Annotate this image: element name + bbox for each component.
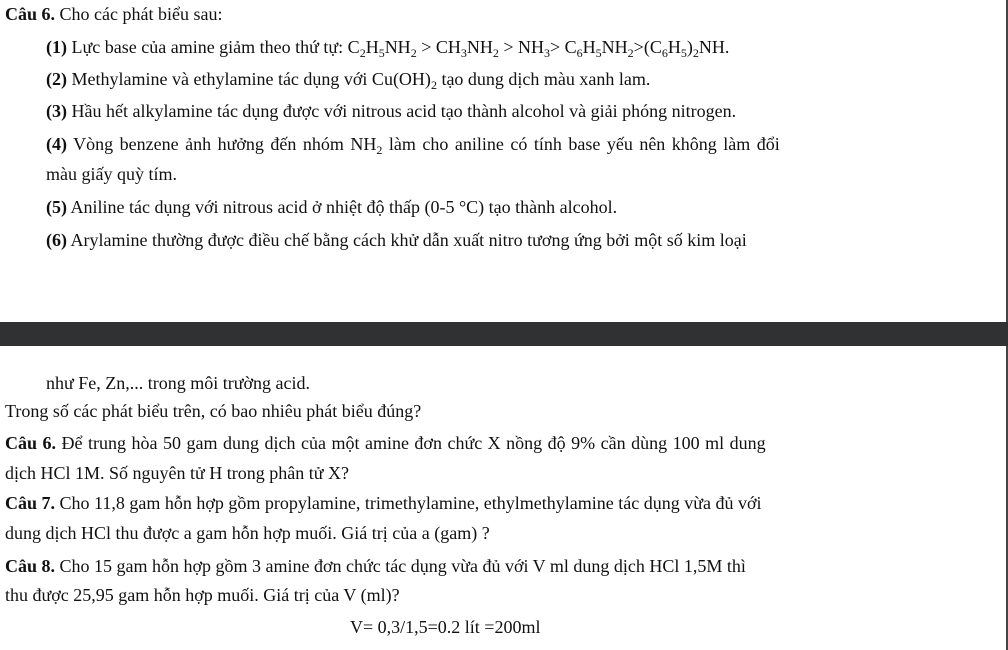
- q8-answer: V= 0,3/1,5=0.2 lít =200ml: [350, 617, 541, 637]
- statement-2-text: Methylamine và ethylamine tác dụng với $Cu(OH)_2$ tạo dung dịch màu xanh lam.: [67, 69, 651, 92]
- statement-4-number: (4): [46, 134, 67, 154]
- statement-4-line2: màu giấy quỳ tím.: [46, 164, 177, 184]
- statement-6: [46, 229, 747, 251]
- q8-text-1: Cho 15 gam hỗn hợp gồm 3 amine đơn chức tác dụng vừa đủ với V ml dung dịch HCl 1,5M thì: [55, 556, 746, 576]
- q6-title-text: Cho các phát biểu sau:: [55, 4, 223, 24]
- statement-2-number: (2): [46, 69, 67, 89]
- statement-3-number: (3): [46, 101, 67, 121]
- question-prompt: Trong số các phát biểu trên, có bao nhiêu phát biểu đúng?: [5, 401, 422, 421]
- statement-2: [46, 68, 650, 90]
- statement-6-text: Arylamine thường được điều chế bằng cách khử dẫn xuất nitro tương ứng bởi một số kim loại: [67, 230, 747, 250]
- q7-line1: [5, 492, 762, 514]
- statement-3-text: Hầu hết alkylamine tác dụng được với nitrous acid tạo thành alcohol và giải phóng nitrogen.: [67, 101, 737, 121]
- q6b-line2: dịch HCl 1M. Số nguyên tử H trong phân tử X?: [5, 463, 349, 483]
- statement-6-continuation: như Fe, Zn,... trong môi trường acid.: [46, 373, 310, 393]
- q6b-line1: [5, 432, 766, 454]
- statement-6-number: (6): [46, 230, 67, 250]
- q8-label: Câu 8.: [5, 556, 56, 576]
- statement-4: [46, 133, 926, 155]
- statement-1: [46, 36, 729, 58]
- q8-line2: thu được 25,95 gam hỗn hợp muối. Giá trị của V (ml)?: [5, 585, 400, 605]
- page-divider: [0, 322, 1008, 346]
- q7-line2: dung dịch HCl thu được a gam hỗn hợp muối. Giá trị của a (gam) ?: [5, 523, 490, 543]
- q7-text-1: Cho 11,8 gam hỗn hợp gồm propylamine, trimethylamine, ethylmethylamine tác dụng vừa đủ với: [55, 493, 762, 513]
- q6b-label: Câu 6.: [5, 433, 57, 453]
- q8-line1: [5, 555, 746, 577]
- statement-3: [46, 100, 736, 122]
- statement-5-text: Aniline tác dụng với nitrous acid ở nhiệt độ thấp (0-5 °C) tạo thành alcohol.: [67, 197, 618, 217]
- statement-4-text: Vòng benzene ảnh hưởng đến nhóm $NH_2$ làm cho aniline có tính base yếu nên không làm đổi: [67, 134, 780, 157]
- q6-label: Câu 6.: [5, 4, 56, 24]
- q6-title: [5, 3, 222, 25]
- q6b-text-1: Để trung hòa 50 gam dung dịch của một amine đơn chức X nồng độ 9% cần dùng 100 ml dung: [56, 433, 766, 453]
- statement-5-number: (5): [46, 197, 67, 217]
- statement-1-text: Lực base của amine giảm theo thứ tự: $C_2H_5NH_2 > CH_3NH_2 > NH_3> C_6H_5NH_2>(C_6H_5)_2NH$.: [67, 37, 730, 60]
- statement-5: [46, 196, 617, 218]
- q7-label: Câu 7.: [5, 493, 56, 513]
- document-page-bottom: [0, 346, 1008, 650]
- statement-1-number: (1): [46, 37, 67, 57]
- document-page-top: [0, 0, 1008, 322]
